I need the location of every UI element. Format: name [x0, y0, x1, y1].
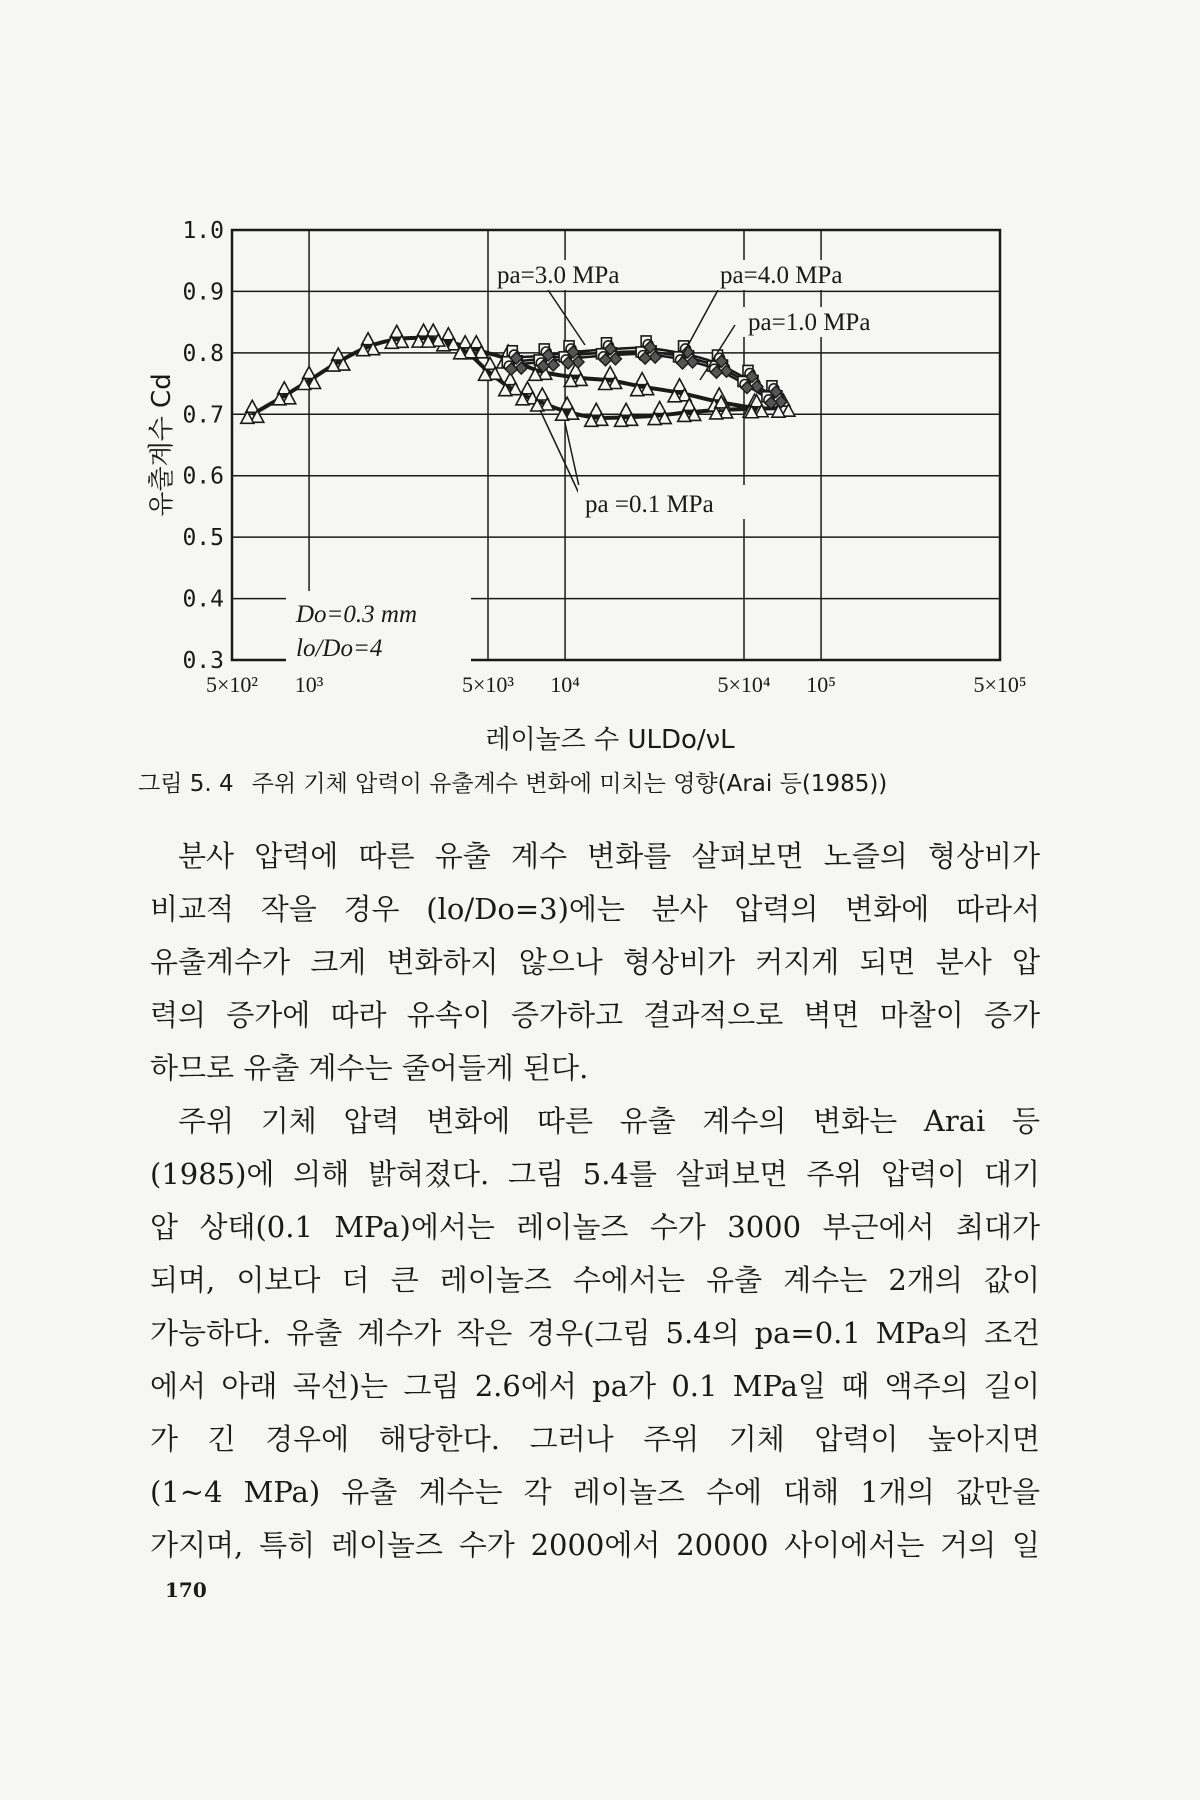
y-tick-label: 0.3: [182, 648, 224, 674]
paragraph-line: 가 긴 경우에 해당한다. 그러나 주위 기체 압력이 높아지면: [150, 1422, 1040, 1456]
paragraph-line: 비교적 작을 경우 (lo/Do=3)에는 분사 압력의 변화에 따라서: [150, 892, 1040, 926]
y-axis-label: 유출계수 Cd: [147, 373, 177, 517]
x-tick-label: 5×10⁵: [973, 672, 1027, 697]
y-tick-label: 0.8: [182, 340, 224, 367]
figure-number: 그림 5. 4: [138, 771, 234, 797]
y-tick-label: 0.5: [182, 525, 224, 552]
paragraph-line: 가지며, 특히 레이놀즈 수가 2000에서 20000 사이에서는 거의 일: [150, 1528, 1040, 1562]
y-tick-label: 0.9: [182, 279, 224, 306]
x-axis-label: 레이놀즈 수 ULDo/νL: [485, 725, 735, 755]
paragraph-line: 력의 증가에 따라 유속이 증가하고 결과적으로 벽면 마찰이 증가: [150, 998, 1040, 1032]
paragraph-line: 유출계수가 크게 변화하지 않으나 형상비가 커지게 되면 분사 압: [150, 945, 1040, 979]
paragraph-line: (1~4 MPa) 유출 계수는 각 레이놀즈 수에 대해 1개의 값만을: [150, 1475, 1040, 1509]
paragraph-line: 되며, 이보다 더 큰 레이놀즈 수에서는 유출 계수는 2개의 값이: [150, 1263, 1040, 1297]
y-tick-label: 0.7: [182, 402, 224, 429]
paragraph-line: 주위 기체 압력 변화에 따른 유출 계수의 변화는 Arai 등: [178, 1104, 1040, 1138]
paragraph-line: 가능하다. 유출 계수가 작은 경우(그림 5.4의 pa=0.1 MPa의 조건: [150, 1316, 1040, 1350]
x-tick-label: 10⁵: [806, 672, 836, 697]
paragraph-line: 압 상태(0.1 MPa)에서는 레이놀즈 수가 3000 부근에서 최대가: [150, 1210, 1040, 1244]
annotation-do: Do=0.3 mm: [296, 601, 418, 628]
paragraph-line: (1985)에 의해 밝혀졌다. 그림 5.4를 살펴보면 주위 압력이 대기: [150, 1157, 1040, 1191]
annotation-pa01: pa =0.1 MPa: [585, 491, 714, 518]
paragraph-line: 하므로 유출 계수는 줄어들게 된다.: [150, 1051, 589, 1085]
y-tick-label: 0.4: [182, 586, 224, 613]
body-text: [150, 830, 1040, 1572]
x-tick-label: 5×10⁴: [717, 672, 771, 697]
annotation-pa3: pa=3.0 MPa: [497, 262, 620, 289]
figure-caption-text: 주위 기체 압력이 유출계수 변화에 미치는 영향(Arai 등(1985)): [251, 771, 888, 797]
chart-annotations: [286, 260, 918, 671]
discharge-coefficient-chart: [0, 0, 1200, 780]
chart-markers: [241, 324, 795, 426]
x-tick-label: 5×10²: [205, 672, 259, 697]
page-number: 170: [165, 1578, 207, 1602]
annotation-pa1: pa=1.0 MPa: [748, 309, 871, 336]
paragraph-line: 분사 압력에 따른 유출 계수 변화를 살펴보면 노즐의 형상비가: [178, 839, 1040, 873]
x-tick-label: 10⁴: [550, 672, 580, 697]
leader-line-pa01-a: [540, 410, 582, 500]
x-tick-label: 5×10³: [461, 672, 515, 697]
annotation-pa4: pa=4.0 MPa: [720, 262, 843, 289]
x-tick-label: 10³: [294, 672, 324, 697]
y-tick-label: 0.6: [182, 463, 224, 490]
paragraph-line: 에서 아래 곡선)는 그림 2.6에서 pa가 0.1 MPa일 때 액주의 길이: [150, 1369, 1040, 1403]
figure-caption: [138, 765, 1098, 798]
annotation-lo-do: lo/Do=4: [296, 635, 383, 662]
y-tick-label: 1.0: [182, 218, 224, 244]
leader-line-pa3: [548, 290, 585, 345]
